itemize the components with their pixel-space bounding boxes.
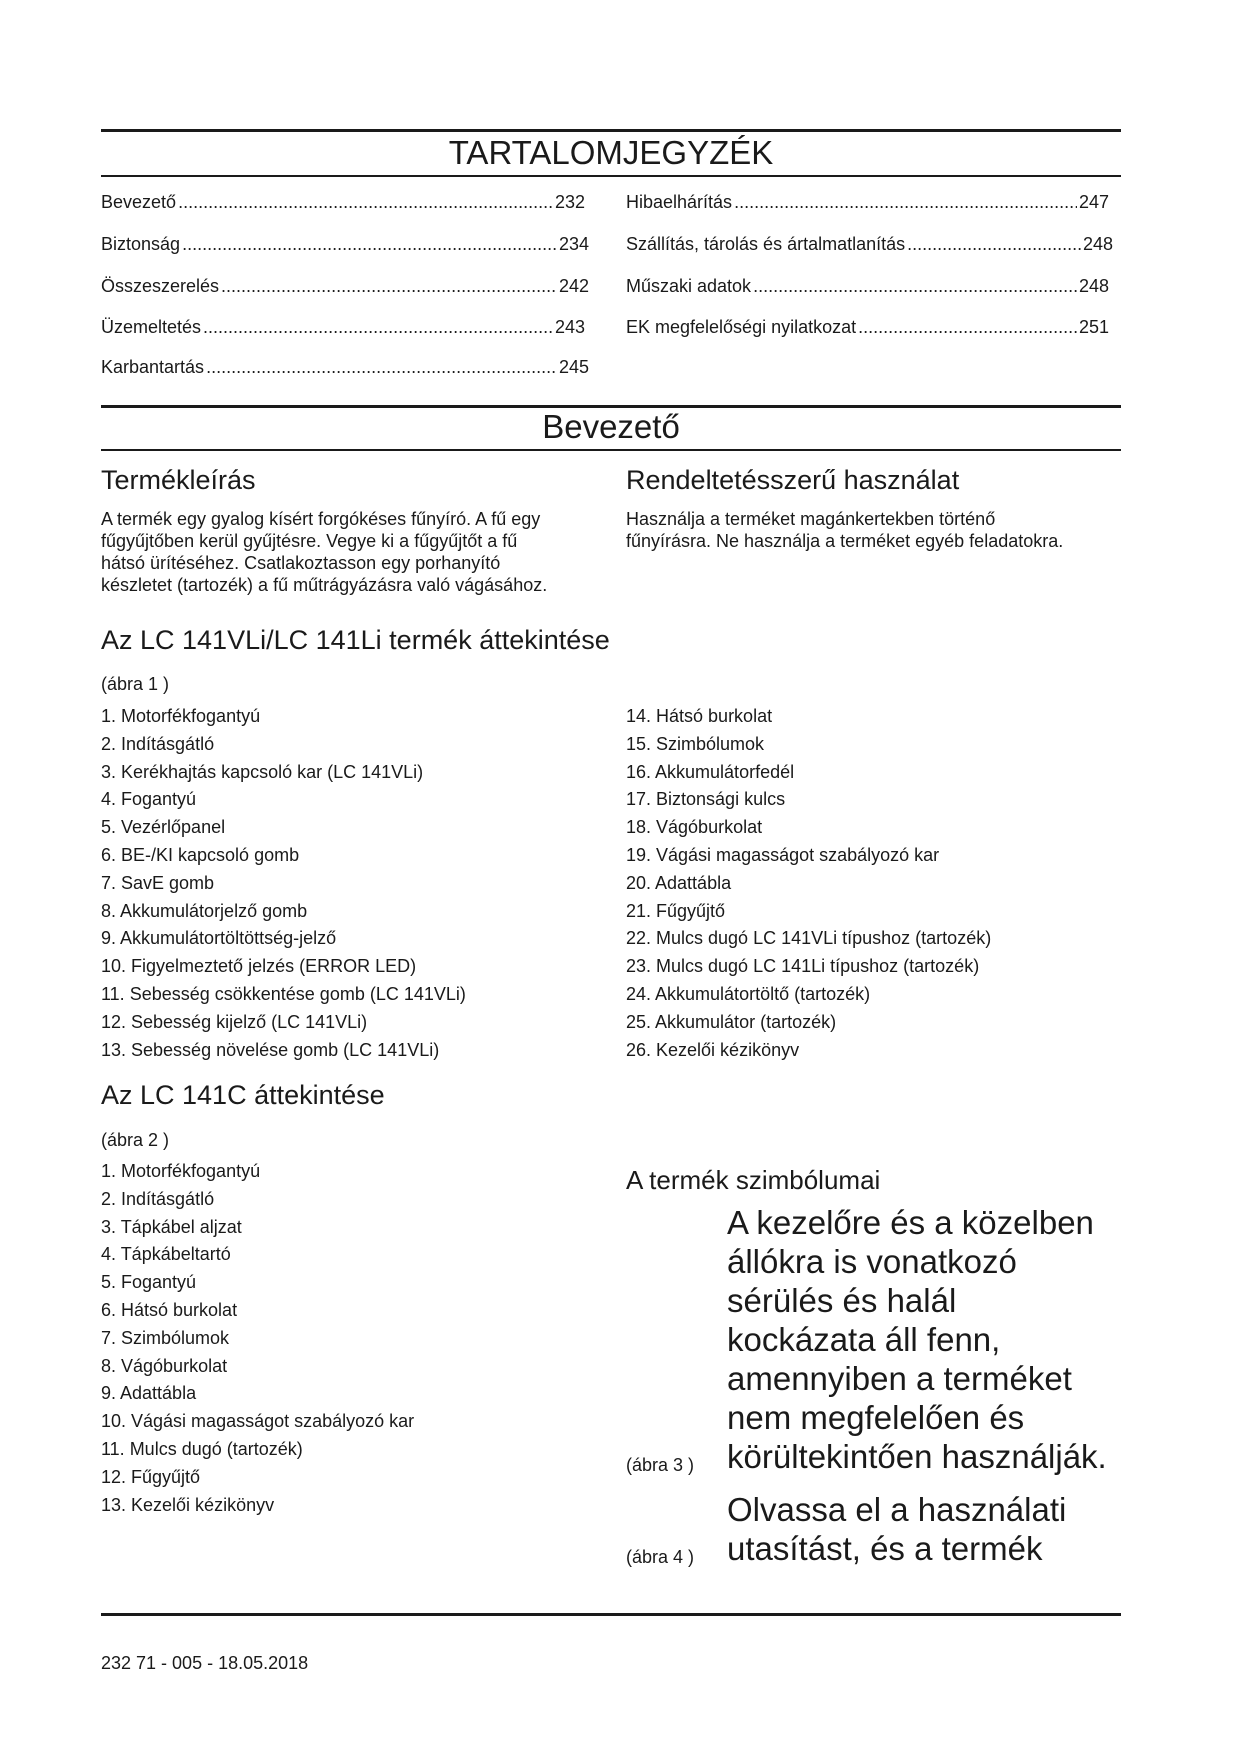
- list-item: 6. Hátsó burkolat: [101, 1299, 238, 1320]
- intro-rule-bottom: [101, 449, 1121, 451]
- list-item: 3. Kerékhajtás kapcsoló kar (LC 141VLi): [101, 761, 424, 782]
- list-item: 21. Fűgyűjtő: [626, 900, 726, 921]
- toc-entry[interactable]: Szállítás, tárolás és ártalmatlanítás ..... 248: [626, 233, 1113, 255]
- list-item: 10. Figyelmeztető jelzés (ERROR LED): [101, 956, 417, 977]
- list-item: 7. SavE gomb: [101, 872, 215, 893]
- list-item: 9. Akkumulátortöltöttség-jelző: [101, 928, 337, 949]
- toc-entry[interactable]: EK megfelelőségi nyilatkozat ..... 251: [626, 316, 1109, 338]
- list-item: 2. Indításgátló: [101, 1188, 215, 1209]
- list-item: 25. Akkumulátor (tartozék): [626, 1011, 837, 1032]
- toc-entry[interactable]: Összeszerelés ..... 242: [101, 275, 589, 297]
- list-item: 18. Vágóburkolat: [626, 817, 763, 838]
- list-item: 24. Akkumulátortöltő (tartozék): [626, 983, 871, 1004]
- list-item: 13. Kezelői kézikönyv: [101, 1494, 275, 1515]
- list-item: 7. Szimbólumok: [101, 1327, 230, 1348]
- toc-entry[interactable]: Üzemeltetés ..... 243: [101, 316, 585, 338]
- toc-entry[interactable]: Karbantartás ..... 245: [101, 356, 589, 378]
- figure-ref-2[interactable]: (ábra 2 ): [101, 1130, 170, 1150]
- intended-use-heading: Rendeltetésszerű használat: [626, 465, 960, 495]
- overview-c-list: [101, 1159, 414, 1520]
- list-item: 11. Sebesség csökkentése gomb (LC 141VLi): [101, 983, 466, 1004]
- symbol-4-text: Olvassa el a használati utasítást, és a termék: [727, 1491, 1067, 1567]
- toc-entry[interactable]: Bevezető ..... 232: [101, 191, 585, 213]
- list-item: 1. Motorfékfogantyú: [101, 1161, 261, 1181]
- intended-use-text: Használja a terméket magánkertekben történő fűnyírásra. Ne használja a terméket egyéb feladatokra.: [626, 509, 1064, 551]
- list-item: 15. Szimbólumok: [626, 733, 765, 754]
- list-item: 4. Tápkábeltartó: [101, 1244, 231, 1265]
- overview-vli-list-left: [101, 704, 466, 1065]
- toc-entry[interactable]: Hibaelhárítás ..... 247: [626, 191, 1109, 213]
- list-item: 22. Mulcs dugó LC 141VLi típushoz (tartozék): [626, 928, 992, 949]
- list-item: 3. Tápkábel aljzat: [101, 1216, 242, 1237]
- list-item: 12. Fűgyűjtő: [101, 1466, 201, 1487]
- list-item: 12. Sebesség kijelző (LC 141VLi): [101, 1011, 368, 1032]
- list-item: 13. Sebesség növelése gomb (LC 141VLi): [101, 1039, 440, 1060]
- toc-rule-bottom: [101, 175, 1121, 177]
- list-item: 2. Indításgátló: [101, 733, 215, 754]
- doc-code: 232 71 - 005 - 18.05.2018: [101, 1653, 309, 1673]
- list-item: 6. BE-/KI kapcsoló gomb: [101, 844, 300, 865]
- list-item: 8. Akkumulátorjelző gomb: [101, 900, 308, 921]
- list-item: 5. Vezérlőpanel: [101, 817, 226, 838]
- list-item: 9. Adattábla: [101, 1383, 197, 1404]
- list-item: 1. Motorfékfogantyú: [101, 706, 261, 726]
- footer-rule: [101, 1613, 1121, 1616]
- figure-ref-1[interactable]: (ábra 1 ): [101, 674, 170, 694]
- toc-entry[interactable]: Biztonság ..... 234: [101, 233, 589, 255]
- toc-rule-top: [101, 129, 1121, 132]
- list-item: 20. Adattábla: [626, 872, 732, 893]
- list-item: 4. Fogantyú: [101, 789, 197, 810]
- product-desc-text: A termék egy gyalog kísért forgókéses fűnyíró. A fű egy fűgyűjtőben kerül gyűjtésre. Vegye ki a fűgyűjtőt a fű hátsó ürítéséhez. Csatlakoztasson egy porhanyító készletet (tartozék) a fű műtrágyázásra való vágásához.: [101, 509, 548, 595]
- list-item: 14. Hátsó burkolat: [626, 706, 773, 726]
- list-item: 26. Kezelői kézikönyv: [626, 1039, 800, 1060]
- toc-title: TARTALOMJEGYZÉK: [448, 134, 774, 171]
- list-item: 10. Vágási magasságot szabályozó kar: [101, 1411, 415, 1432]
- list-item: 16. Akkumulátorfedél: [626, 761, 795, 782]
- figure-ref-3[interactable]: (ábra 3 ): [626, 1455, 695, 1475]
- figure-ref-4[interactable]: (ábra 4 ): [626, 1547, 695, 1567]
- intro-title: Bevezető: [542, 408, 680, 445]
- list-item: 11. Mulcs dugó (tartozék): [101, 1438, 303, 1459]
- list-item: 19. Vágási magasságot szabályozó kar: [626, 844, 940, 865]
- list-item: 23. Mulcs dugó LC 141Li típushoz (tartozék): [626, 956, 980, 977]
- symbol-3-text: A kezelőre és a közelben állókra is vonatkozó sérülés és halál kockázata áll fenn, amennyiben a terméket nem megfelelően és körültekintően használják.: [727, 1204, 1107, 1475]
- overview-c-heading: Az LC 141C áttekintése: [101, 1080, 385, 1110]
- list-item: 5. Fogantyú: [101, 1272, 197, 1293]
- symbols-heading: A termék szimbólumai: [626, 1165, 881, 1195]
- overview-vli-heading: Az LC 141VLi/LC 141Li termék áttekintése: [101, 625, 610, 655]
- toc-entry[interactable]: Műszaki adatok ..... 248: [626, 275, 1109, 297]
- overview-vli-list-right: [626, 704, 991, 1065]
- product-desc-heading: Termékleírás: [101, 465, 256, 495]
- list-item: 8. Vágóburkolat: [101, 1355, 228, 1376]
- list-item: 17. Biztonsági kulcs: [626, 789, 786, 810]
